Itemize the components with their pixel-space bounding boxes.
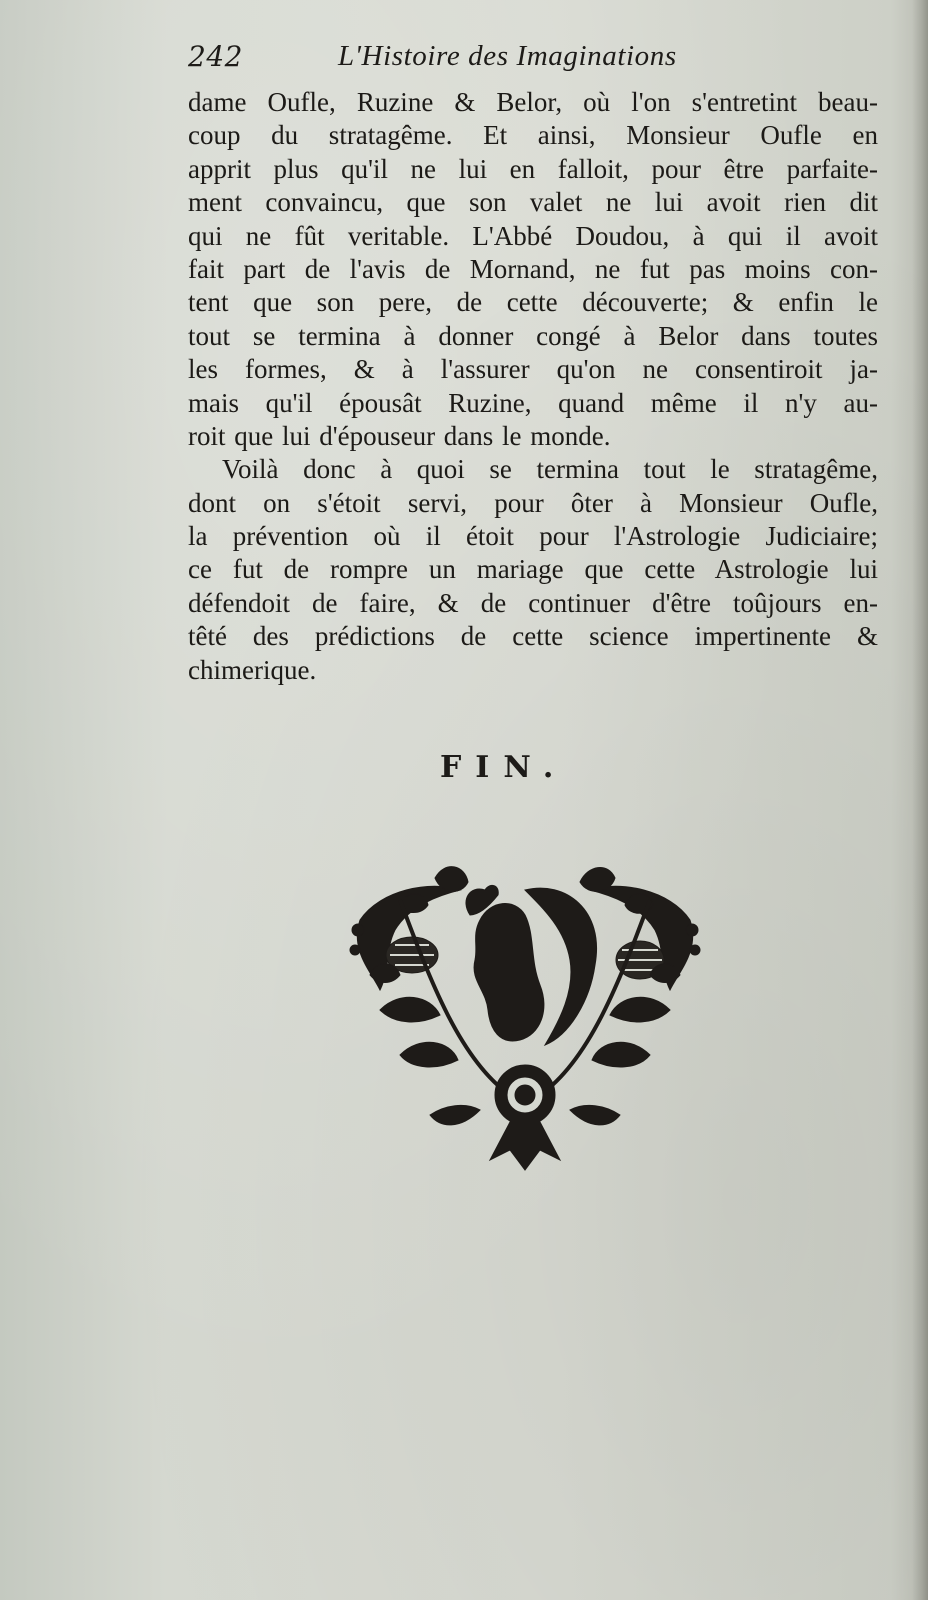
text-line: mais qu'il épousât Ruzine, quand même il n'y au- (188, 387, 878, 418)
text-line: ment convaincu, que son valet ne lui avoit rien dit (188, 187, 878, 218)
text-line: Voilà donc à quoi se termina tout le stratagême, (222, 454, 878, 485)
page-number: 242 (188, 40, 243, 73)
text-line: les formes, & à l'assurer qu'on ne consentiroit ja- (188, 354, 878, 385)
text-line: roit que lui d'épouseur dans le monde. (188, 420, 611, 451)
fin-label: FIN. (440, 750, 568, 785)
page-edge-shadow (912, 0, 928, 1600)
text-line: la prévention où il étoit pour l'Astrologie Judiciaire; (188, 521, 878, 552)
text-line: fait part de l'avis de Mornand, ne fut pas moins con- (188, 253, 878, 284)
text-line: qui ne fût veritable. L'Abbé Doudou, à qui il avoit (188, 220, 878, 251)
text-line: ce fut de rompre un mariage que cette Astrologie lui (188, 554, 878, 585)
text-line: défendoit de faire, & de continuer d'être toûjours en- (188, 587, 878, 618)
text-line: apprit plus qu'il ne lui en falloit, pour être parfaite- (188, 153, 878, 184)
body-text (188, 86, 878, 687)
text-line: tent que son pere, de cette découverte; & enfin le (188, 287, 878, 318)
page-header (188, 40, 748, 80)
text-line: coup du stratagême. Et ainsi, Monsieur Oufle en (188, 120, 878, 151)
squirrel-floral-vignette-icon (340, 860, 710, 1180)
text-line: tout se termina à donner congé à Belor dans toutes (188, 320, 878, 351)
text-line: chimerique. (188, 654, 317, 685)
running-title: L'Histoire des Imaginations (338, 40, 677, 72)
text-line: dont on s'étoit servi, pour ôter à Monsieur Oufle, (188, 487, 878, 518)
text-line: dame Oufle, Ruzine & Belor, où l'on s'entretint beau- (188, 87, 878, 117)
text-line: têté des prédictions de cette science impertinente & (188, 621, 878, 652)
